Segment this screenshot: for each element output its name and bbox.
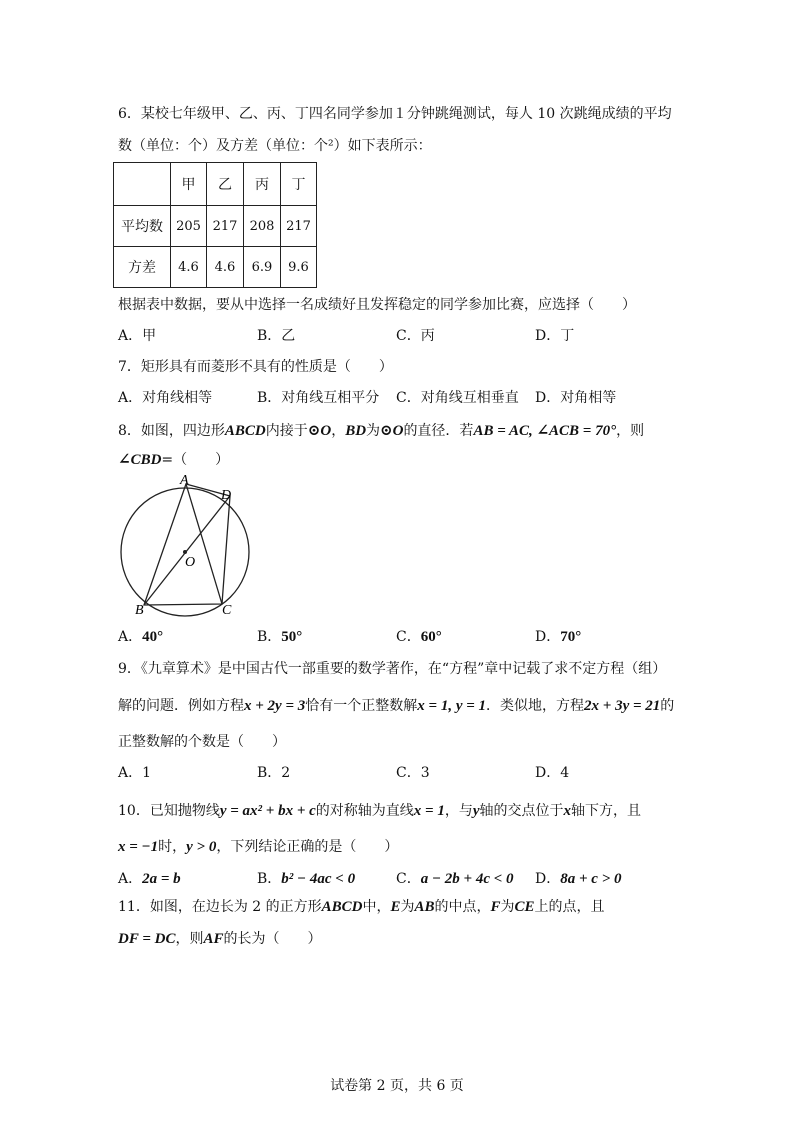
q8-math-condition: AB = AC, ∠ACB = 70° bbox=[473, 423, 617, 439]
q11-math-abcd: ABCD bbox=[321, 899, 363, 915]
q9-option-d: D．4 bbox=[535, 765, 570, 781]
label-o: O bbox=[185, 555, 196, 570]
q10-stem-line2 bbox=[118, 836, 398, 856]
q9-text: ．类似地，方程 bbox=[486, 698, 585, 714]
q10-option-d bbox=[535, 868, 622, 888]
q6-stem-line3: 根据表中数据，要从中选择一名成绩好且发挥稳定的同学参加比赛，应选择（ ） bbox=[118, 297, 636, 313]
q11-math-e: E bbox=[390, 899, 401, 915]
table-cell: 217 bbox=[281, 206, 317, 247]
table-row-label: 平均数 bbox=[114, 206, 171, 247]
table-cell: 217 bbox=[207, 206, 244, 247]
option-value: b² − 4ac < 0 bbox=[281, 871, 356, 887]
q10-option-b bbox=[257, 868, 355, 888]
label-c: C bbox=[222, 603, 232, 618]
q8-stem-line2 bbox=[118, 449, 229, 469]
q10-math-y: y bbox=[472, 803, 480, 819]
option-value: 2a = b bbox=[142, 871, 181, 887]
q9-stem-line2 bbox=[118, 695, 674, 715]
q6-option-d: D．丁 bbox=[535, 328, 575, 344]
q8-text: 为 bbox=[366, 423, 381, 439]
q9-math-equation: x + 2y = 3 bbox=[244, 698, 306, 714]
table-row bbox=[114, 206, 317, 247]
option-value: 40° bbox=[142, 629, 164, 645]
q9-text: 恰有一个正整数解 bbox=[305, 698, 418, 714]
q10-text: ，与 bbox=[444, 803, 473, 819]
q10-text: ，下列结论正确的是（ ） bbox=[216, 839, 399, 855]
option-letter: D． bbox=[535, 871, 561, 887]
q8-text: =（ ） bbox=[161, 452, 230, 468]
option-value: 60° bbox=[420, 629, 442, 645]
q6-option-a: A．甲 bbox=[118, 328, 157, 344]
q9-text: 解的问题．例如方程 bbox=[118, 698, 244, 714]
q10-stem-line1 bbox=[118, 800, 641, 820]
q7-option-c: C．对角线互相垂直 bbox=[396, 390, 519, 406]
q8-math-circle-o: ⊙O bbox=[307, 423, 332, 439]
q6-stem-line1: 6．某校七年级甲、乙、丙、丁四名同学参加１分钟跳绳测试，每人 10 次跳绳成绩的平均 bbox=[118, 106, 672, 122]
q11-text: 中， bbox=[362, 899, 391, 915]
option-value: a − 2b + 4c < 0 bbox=[420, 871, 514, 887]
q8-circle-figure bbox=[115, 474, 265, 619]
q10-text: 轴下方，且 bbox=[571, 803, 642, 819]
q8-option-b bbox=[257, 626, 302, 646]
label-d: D bbox=[221, 488, 232, 503]
option-value: 70° bbox=[560, 629, 582, 645]
table-header-cell: 乙 bbox=[207, 163, 244, 206]
q8-math-abcd: ABCD bbox=[224, 423, 266, 439]
q9-option-c: C．3 bbox=[396, 765, 430, 781]
option-letter: B． bbox=[257, 629, 282, 645]
q6-option-b: B．乙 bbox=[257, 328, 296, 344]
q10-math-parabola: y = ax² + bx + c bbox=[219, 803, 316, 819]
q9-stem-line3: 正整数解的个数是（ ） bbox=[118, 734, 286, 750]
q6-stats-table bbox=[113, 162, 317, 288]
table-cell: 4.6 bbox=[207, 247, 244, 288]
q11-stem-line1 bbox=[118, 896, 605, 916]
table-header-cell: 甲 bbox=[171, 163, 207, 206]
q11-text: 为 bbox=[500, 899, 515, 915]
option-letter: A． bbox=[118, 871, 143, 887]
q10-option-c bbox=[396, 868, 514, 888]
q9-text: 的 bbox=[660, 698, 675, 714]
q10-math-x: x bbox=[563, 803, 572, 819]
q10-text: 轴的交点位于 bbox=[479, 803, 564, 819]
q9-math-equation: 2x + 3y = 21 bbox=[584, 698, 661, 714]
q11-math-f: F bbox=[490, 899, 501, 915]
q6-stem-line2: 数（单位：个）及方差（单位：个²）如下表所示： bbox=[118, 138, 432, 154]
q9-math-solution: x = 1, y = 1 bbox=[417, 698, 487, 714]
label-a: A bbox=[180, 474, 189, 488]
table-cell: 9.6 bbox=[281, 247, 317, 288]
option-value: 8a + c > 0 bbox=[560, 871, 622, 887]
q10-math-axis: x = 1 bbox=[413, 803, 445, 819]
table-cell: 208 bbox=[244, 206, 281, 247]
option-letter: D． bbox=[535, 629, 561, 645]
q11-text: 的长为（ ） bbox=[223, 931, 322, 947]
q8-math-angle-cbd: ∠CBD bbox=[118, 452, 162, 468]
q11-text: 11．如图，在边长为 2 的正方形 bbox=[118, 899, 322, 915]
q10-math-y-positive: y > 0 bbox=[186, 839, 217, 855]
option-letter: B． bbox=[257, 871, 282, 887]
q11-stem-line2 bbox=[118, 928, 321, 948]
q11-math-ab: AB bbox=[414, 899, 435, 915]
q8-option-c bbox=[396, 626, 442, 646]
table-header-cell: 丙 bbox=[244, 163, 281, 206]
q10-text: 的对称轴为直线 bbox=[315, 803, 414, 819]
table-header-cell: 丁 bbox=[281, 163, 317, 206]
q11-text: 的中点， bbox=[434, 899, 491, 915]
option-value: 50° bbox=[281, 629, 303, 645]
option-letter: C． bbox=[396, 871, 421, 887]
option-letter: A． bbox=[118, 629, 143, 645]
q8-option-d bbox=[535, 626, 581, 646]
q8-stem-line1 bbox=[118, 420, 644, 440]
q7-option-d: D．对角相等 bbox=[535, 390, 617, 406]
table-cell: 4.6 bbox=[171, 247, 207, 288]
q11-math-df-dc: DF = DC bbox=[118, 931, 176, 947]
q8-text: ， bbox=[331, 423, 346, 439]
table-cell: 6.9 bbox=[244, 247, 281, 288]
q8-text: 8．如图，四边形 bbox=[118, 423, 225, 439]
q11-text: 上的点，且 bbox=[534, 899, 605, 915]
q11-math-ce: CE bbox=[514, 899, 535, 915]
q7-stem: 7．矩形具有而菱形不具有的性质是（ ） bbox=[118, 359, 393, 375]
q10-text: 10．已知抛物线 bbox=[118, 803, 220, 819]
table-corner-cell bbox=[114, 163, 171, 206]
label-b: B bbox=[135, 603, 144, 618]
q6-option-c: C．丙 bbox=[396, 328, 435, 344]
table-cell: 205 bbox=[171, 206, 207, 247]
q10-option-a bbox=[118, 868, 181, 888]
table-row-label: 方差 bbox=[114, 247, 171, 288]
q7-option-a: A．对角线相等 bbox=[118, 390, 213, 406]
q9-option-b: B．2 bbox=[257, 765, 291, 781]
q8-option-a bbox=[118, 626, 163, 646]
q10-text: 时， bbox=[158, 839, 187, 855]
q8-text: ，则 bbox=[616, 423, 645, 439]
q9-stem-line1: 9．《九章算术》是中国古代一部重要的数学著作，在“方程”章中记载了求不定方程（组） bbox=[118, 661, 667, 677]
q8-text: 的直径．若 bbox=[403, 423, 474, 439]
q8-math-bd: BD bbox=[345, 423, 367, 439]
option-letter: C． bbox=[396, 629, 421, 645]
q11-math-af: AF bbox=[203, 931, 224, 947]
q10-math-x-value: x = −1 bbox=[118, 839, 159, 855]
table-row bbox=[114, 247, 317, 288]
q9-option-a: A．1 bbox=[118, 765, 152, 781]
table-header-row bbox=[114, 163, 317, 206]
q11-text: ，则 bbox=[175, 931, 204, 947]
page-footer: 试卷第 2 页，共 6 页 bbox=[330, 1078, 464, 1094]
q8-math-circle-o: ⊙O bbox=[380, 423, 404, 439]
q7-option-b: B．对角线互相平分 bbox=[257, 390, 380, 406]
center-point bbox=[183, 550, 187, 554]
q8-text: 内接于 bbox=[265, 423, 308, 439]
q11-text: 为 bbox=[400, 899, 415, 915]
